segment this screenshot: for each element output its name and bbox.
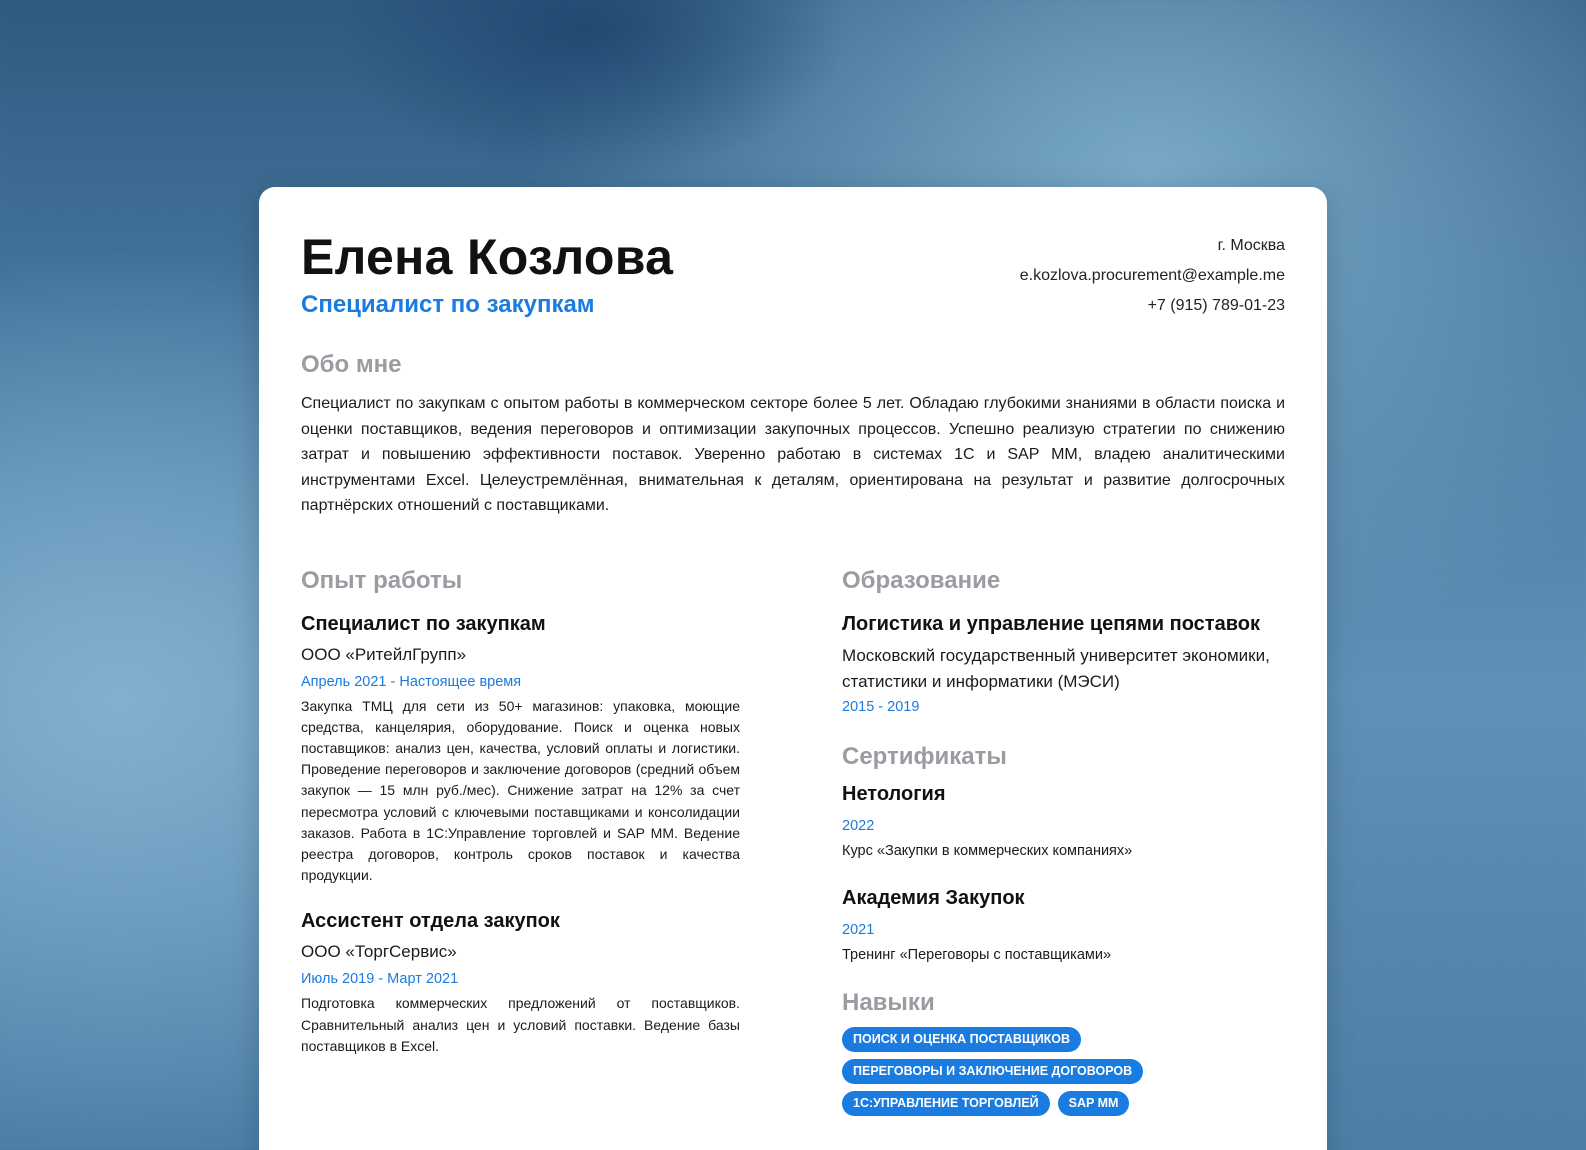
certificate-year: 2021 (842, 921, 875, 938)
job-company: ООО «ТоргСервис» (301, 942, 457, 962)
job-description: Подготовка коммерческих предложений от поставщиков. Сравнительный анализ цен и условий поставки. Ведение базы поставщиков в Excel. (301, 995, 740, 1054)
job-entry (301, 609, 740, 887)
skill-tag: ПЕРЕГОВОРЫ И ЗАКЛЮЧЕНИЕ ДОГОВОРОВ (842, 1059, 1143, 1084)
education-years: 2015 - 2019 (842, 698, 920, 715)
skill-tag: SAP MM (1058, 1091, 1130, 1116)
skill-tag: 1С:УПРАВЛЕНИЕ ТОРГОВЛЕЙ (842, 1091, 1050, 1116)
job-title: Специалист по закупкам (301, 612, 546, 635)
certificate-year: 2022 (842, 817, 875, 834)
job-dates: Апрель 2021 - Настоящее время (301, 673, 522, 690)
experience-title: Опыт работы (301, 566, 463, 594)
job-description: Закупка ТМЦ для сети из 50+ магазинов: упаковка, моющие средства, канцелярия, оборудование. Поиск и оценка новых поставщиков: анализ цен, качества, условий оплаты и логистики. Проведение переговоров и заключение договоров (средний объем закупок — 15 млн руб./мес). Снижение затрат на 12% за счет пересмотра условий с ключевыми поставщиками и консолидации заказов. Работа в 1С:Управление торговлей и SAP MM. Ведение реестра договоров, контроль сроков поставок и качества продукции. (301, 697, 740, 884)
certificate-description: Тренинг «Переговоры с поставщиками» (842, 946, 1112, 963)
job-entry (301, 906, 740, 1057)
job-dates: Июль 2019 - Март 2021 (301, 971, 459, 988)
person-name: Елена Козлова (301, 229, 674, 285)
contact-phone[interactable]: +7 (915) 789-01-23 (1147, 297, 1285, 314)
about-title: Обо мне (301, 351, 402, 378)
certificates-title: Сертификаты (842, 742, 1007, 770)
resume-page (259, 187, 1327, 1150)
contact-city: г. Москва (1217, 237, 1285, 254)
skills-list (842, 1027, 1285, 1123)
education-title: Образование (842, 566, 1001, 594)
skills-title: Навыки (842, 988, 935, 1016)
resume-columns (301, 567, 1285, 1123)
certificate-name: Академия Закупок (842, 886, 1025, 909)
background-shade (330, 0, 850, 180)
resume-header (301, 229, 1285, 349)
contact-email[interactable]: e.kozlova.procurement@example.me (1019, 267, 1285, 284)
skill-tag: ПОИСК И ОЦЕНКА ПОСТАВЩИКОВ (842, 1027, 1081, 1052)
job-role: Специалист по закупкам (301, 291, 595, 318)
skills-section (842, 989, 1285, 1123)
certificate-entry (842, 783, 1285, 859)
certificate-description: Курс «Закупки в коммерческих компаниях» (842, 842, 1133, 859)
side-column (842, 567, 1285, 1123)
about-text: Специалист по закупкам с опытом работы в коммерческом секторе более 5 лет. Обладаю глубокими знаниями в области поиска и оценки поставщиков, ведения переговоров и оптимизации закупочных процессов. Успешно реализую стратегии по снижению затрат и повышению эффективности поставок. Уверенно работаю в системах 1С и SAP MM, владею аналитическими инструментами Excel. Целеустремлённая, внимательная к деталям, ориентирована на результат и развитие долгосрочных партнёрских отношений с поставщиками. (301, 395, 1285, 514)
certificates-section (842, 743, 1285, 963)
job-title: Ассистент отдела закупок (301, 910, 560, 933)
certificate-name: Нетология (842, 782, 946, 805)
certificate-entry (842, 887, 1285, 963)
education-school: Московский государственный университет экономики, статистики и информатики (МЭСИ) (842, 645, 1270, 691)
experience-column (301, 567, 740, 1123)
job-company: ООО «РитейлГрупп» (301, 644, 467, 664)
education-degree: Логистика и управление цепями поставок (842, 612, 1260, 635)
contacts (1020, 231, 1285, 321)
